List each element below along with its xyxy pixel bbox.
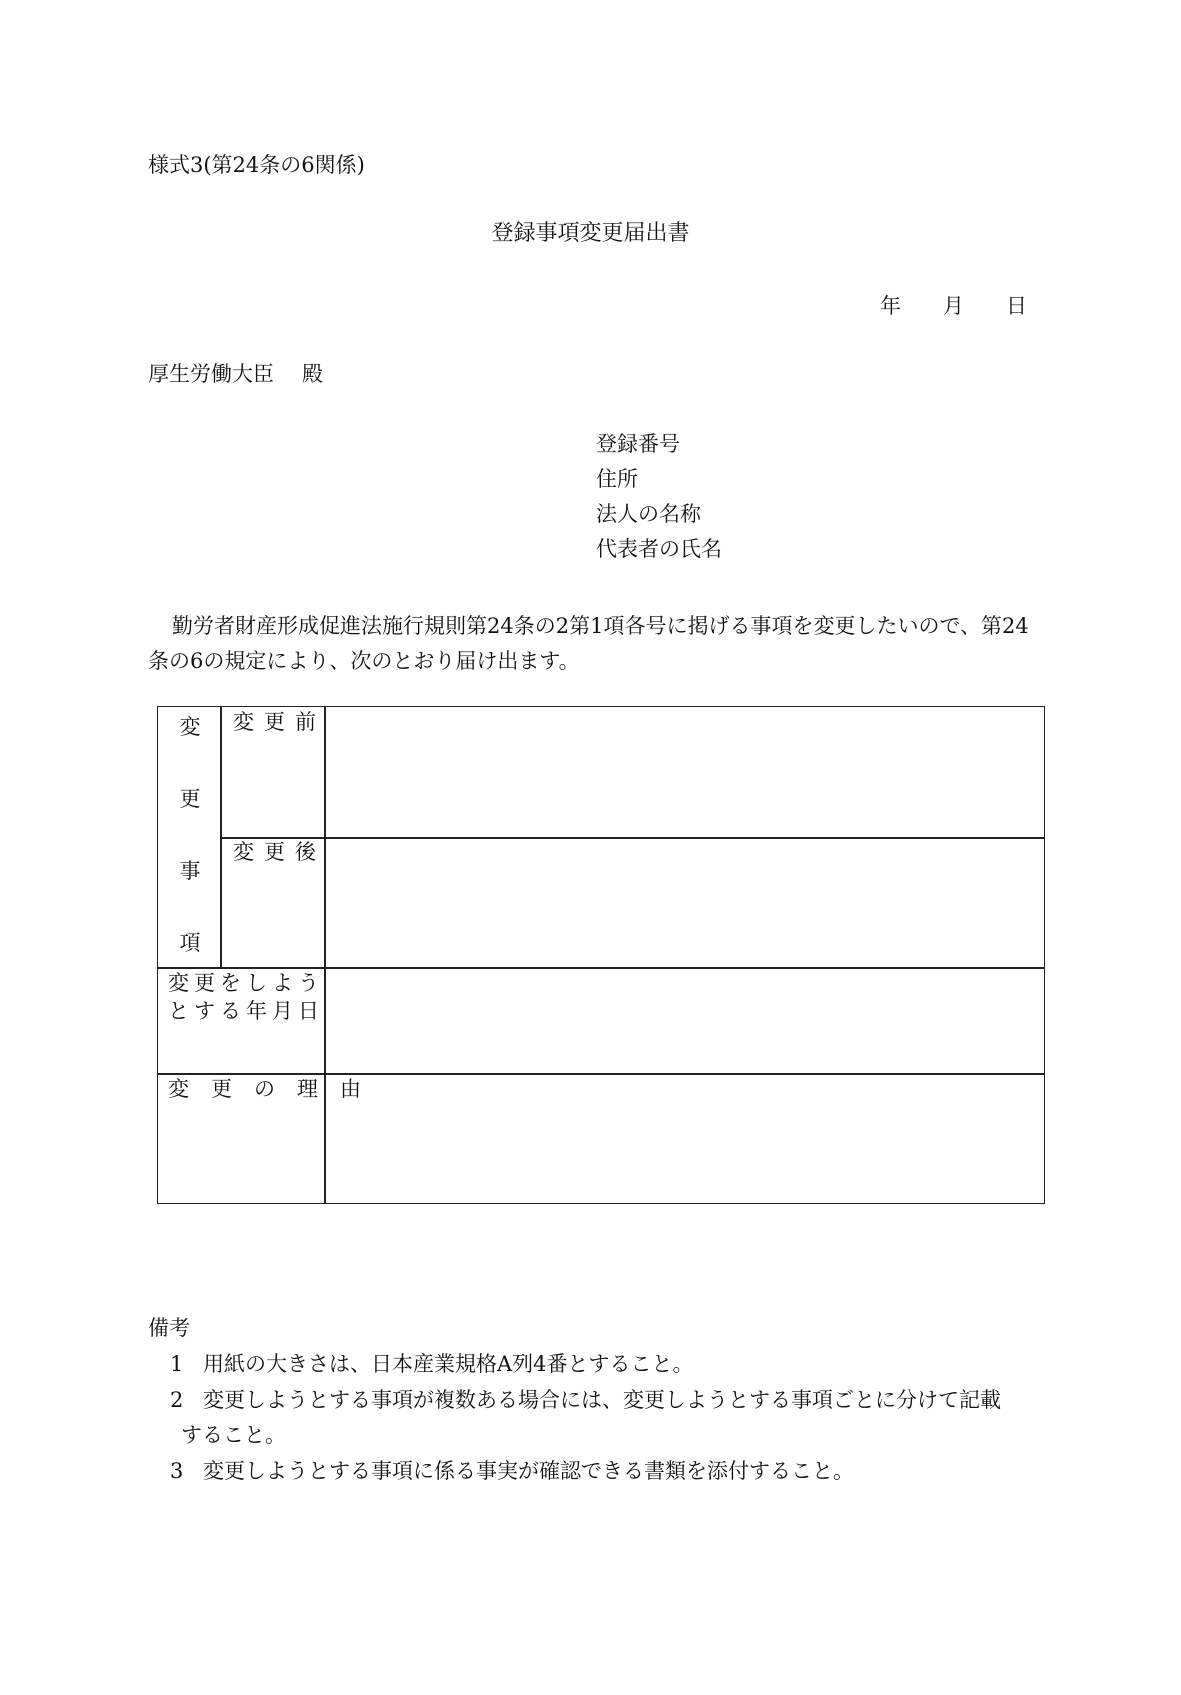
change-reason-label: 変更の理由 [168,1077,383,1101]
addressee-honorific: 殿 [302,362,323,386]
change-reason-field[interactable] [326,1075,1044,1202]
remark-number: 2 [170,1388,184,1412]
after-change-label: 変更後 [233,840,326,864]
change-items-char: 更 [179,787,201,811]
change-date-label-line2: とする年月日 [168,999,324,1023]
remark-item [170,1354,694,1375]
change-date-label-line1: 変更をしよう [168,971,324,995]
remark-number: 1 [170,1352,184,1376]
addressee-name: 厚生労働大臣 [148,362,274,386]
body-text: 勤労者財産形成促進法施行規則第24条の2第1項各号に掲げる事項を変更したいので、第24条の6の規定により、次のとおり届け出ます。 [148,614,1029,673]
change-date-field[interactable] [326,969,1044,1072]
before-change-label: 変更前 [233,710,326,734]
remark-item [170,1461,854,1482]
remark-number: 3 [170,1459,184,1483]
addressee [148,364,323,385]
after-change-field[interactable] [326,839,1044,966]
registration-number-label: 登録番号 [596,432,680,456]
remark-text: 用紙の大きさは、日本産業規格A列4番とすること。 [203,1352,694,1376]
before-change-field[interactable] [326,707,1044,836]
corporation-name-label: 法人の名称 [596,502,701,526]
remark-continuation: すること。 [181,1423,286,1447]
remark-text: 変更しようとする事項が複数ある場合には、変更しようとする事項ごとに分けて記載 [203,1388,1001,1412]
change-items-char: 項 [179,931,201,955]
document-title: 登録事項変更届出書 [491,221,690,246]
date-month-label: 月 [943,294,964,318]
date-line [880,296,1027,317]
change-items-char: 変 [179,715,201,739]
remark-text: 変更しようとする事項に係る事実が確認できる書類を添付すること。 [203,1459,854,1483]
address-label: 住所 [596,467,638,491]
change-items-char: 事 [179,859,201,883]
date-day-label: 日 [1006,294,1027,318]
remarks-heading: 備考 [148,1316,190,1340]
date-year-label: 年 [880,294,901,318]
representative-name-label: 代表者の氏名 [596,537,722,561]
remark-item [170,1390,1001,1411]
form-number: 様式3(第24条の6関係) [148,153,365,177]
body-paragraph [148,609,1038,679]
change-form-table [157,706,1045,1204]
